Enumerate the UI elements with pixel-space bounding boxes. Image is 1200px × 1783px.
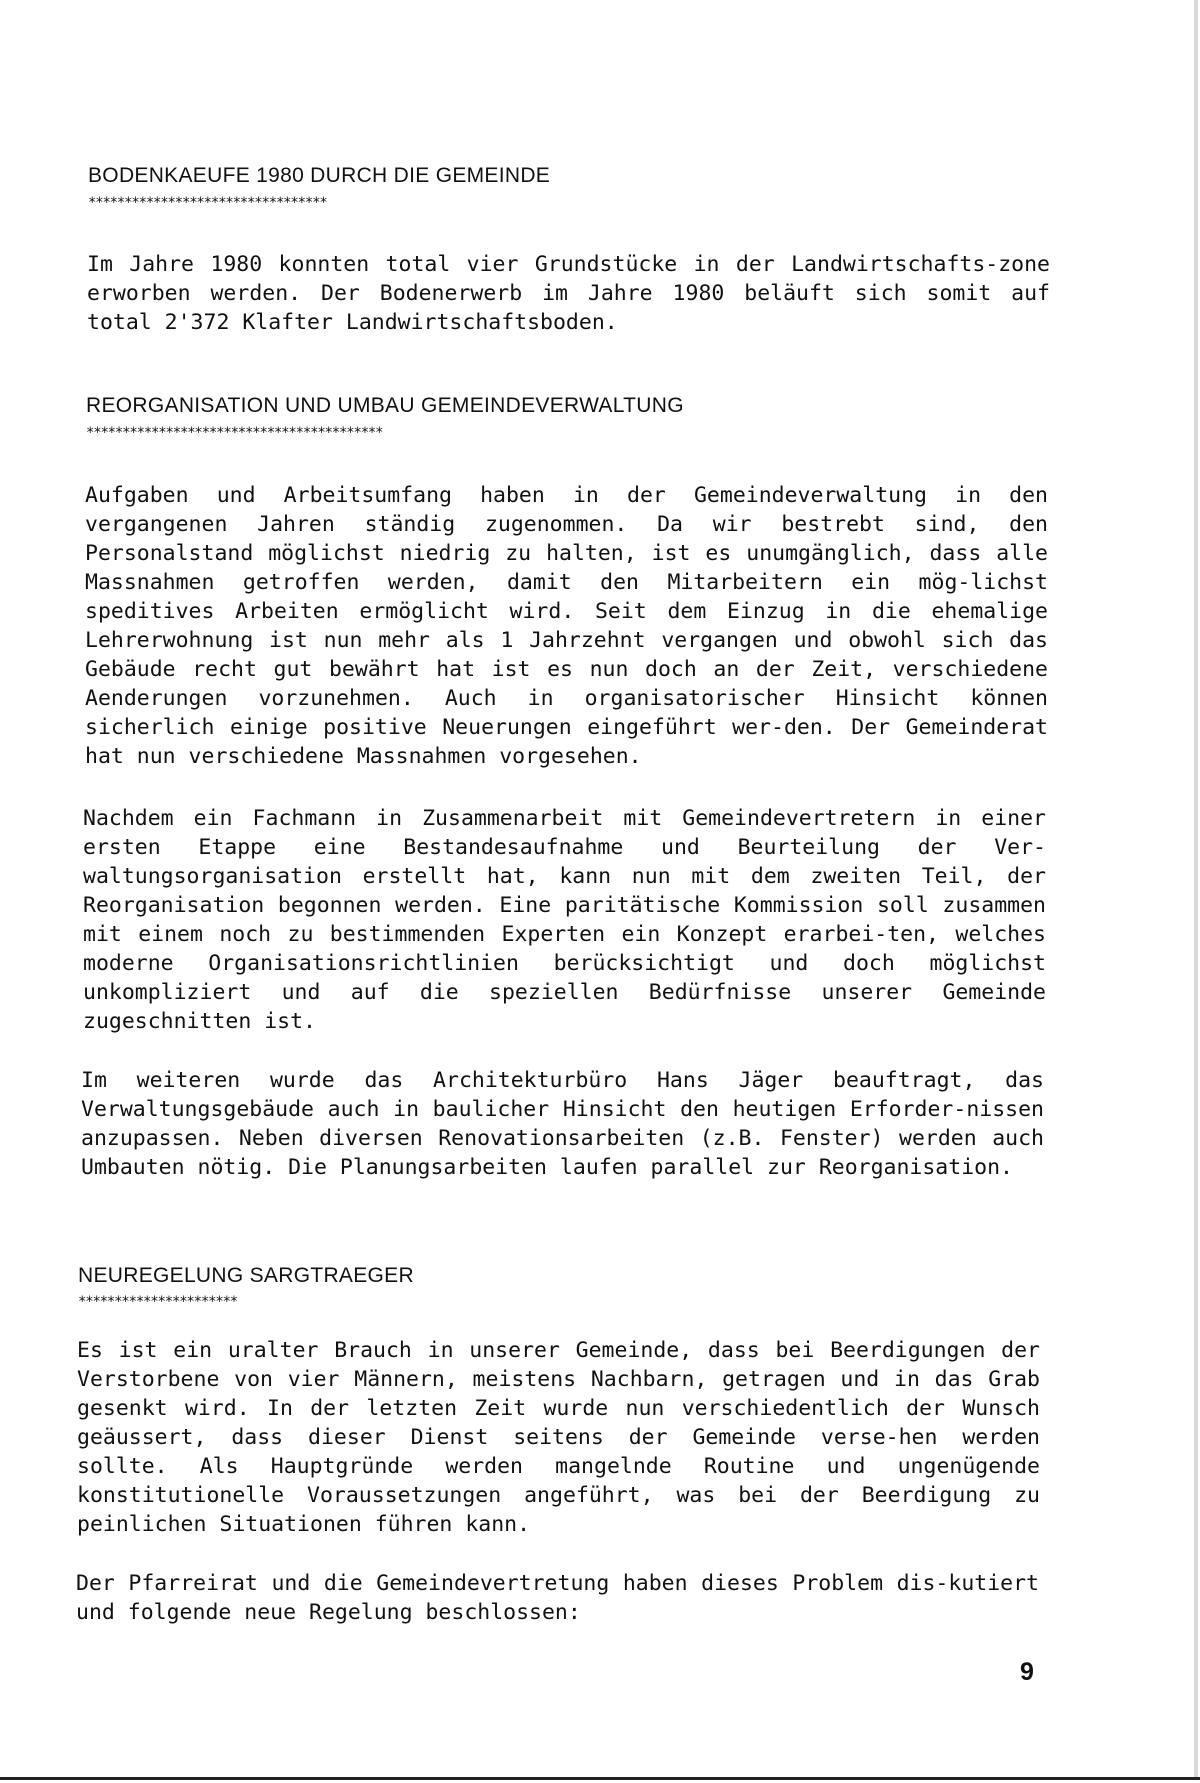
section-heading-reorganisation: REORGANISATION UND UMBAU GEMEINDEVERWALTUNG [86,394,684,417]
paragraph-reorganisation-2: Nachdem ein Fachmann in Zusammenarbeit mit Gemeindevertretern in einer ersten Etappe eine Bestandesaufnahme und Beurteilung der Ver-waltungsorganisation erstellt hat, kann nun mit dem zweiten Teil, der Reorganisation begonnen werden. Eine paritätische Kommission soll zusammen mit einem noch zu bestimmenden Experten ein Konzept erarbei-ten, welches moderne Organisationsrichtlinien berücksichtigt und doch möglichst unkompliziert und auf die speziellen Bedürfnisse unserer Gemeinde zugeschnitten ist. [83,806,1046,1034]
section-underline-sargtraeger: ********************** [78,1294,238,1310]
page-bottom-edge [0,1777,1200,1780]
paragraph-sargtraeger-1: Es ist ein uralter Brauch in unserer Gemeinde, dass bei Beerdigungen der Verstorbene von vier Männern, meistens Nachbarn, getragen und in das Grab gesenkt wird. In der letzten Zeit wurde nun verschiedentlich der Wunsch geäussert, dass dieser Dienst seitens der Gemeinde verse-hen werden sollte. Als Hauptgründe werden mangelnde Routine und ungenügende konstitutionelle Voraussetzungen angeführt, was bei der Beerdigung zu peinlichen Situationen führen kann. [77,1338,1040,1537]
section-underline-bodenkaeufe: ********************************* [88,195,327,211]
paragraph-reorganisation-1: Aufgaben und Arbeitsumfang haben in der Gemeindeverwaltung in den vergangenen Jahren ständig zugenommen. Da wir bestrebt sind, den Personalstand möglichst niedrig zu halten, ist es unumgänglich, dass alle Massnahmen getroffen werden, damit den Mitarbeitern ein mög-lichst speditives Arbeiten ermöglicht wird. Seit dem Einzug in die ehemalige Lehrerwohnung ist nun mehr als 1 Jahrzehnt vergangen und obwohl sich das Gebäude recht gut bewährt hat ist es nun doch an der Zeit, verschiedene Aenderungen vorzunehmen. Auch in organisatorischer Hinsicht können sicherlich einige positive Neuerungen eingeführt wer-den. Der Gemeinderat hat nun verschiedene Massnahmen vorgesehen. [85,483,1048,769]
section-heading-bodenkaeufe: BODENKAEUFE 1980 DURCH DIE GEMEINDE [88,164,551,187]
page-right-edge [1194,0,1198,1778]
paragraph-reorganisation-3: Im weiteren wurde das Architekturbüro Hans Jäger beauftragt, das Verwaltungsgebäude auch in baulicher Hinsicht den heutigen Erforder-nissen anzupassen. Neben diversen Renovationsarbeiten (z.B. Fenster) werden auch Umbauten nötig. Die Planungsarbeiten laufen parallel zur Reorganisation. [81,1068,1044,1180]
section-heading-sargtraeger: NEUREGELUNG SARGTRAEGER [78,1264,414,1287]
section-underline-reorganisation: ***************************************** [86,425,383,441]
page-number: 9 [1020,1658,1034,1686]
paragraph-sargtraeger-2: Der Pfarreirat und die Gemeindevertretung haben dieses Problem dis-kutiert und folgende neue Regelung beschlossen: [76,1571,1039,1625]
paragraph-bodenkaeufe: Im Jahre 1980 konnten total vier Grundstücke in der Landwirtschafts-zone erworben werden. Der Bodenerwerb im Jahre 1980 beläuft sich somit auf total 2'372 Klafter Landwirtschaftsboden. [87,252,1050,335]
